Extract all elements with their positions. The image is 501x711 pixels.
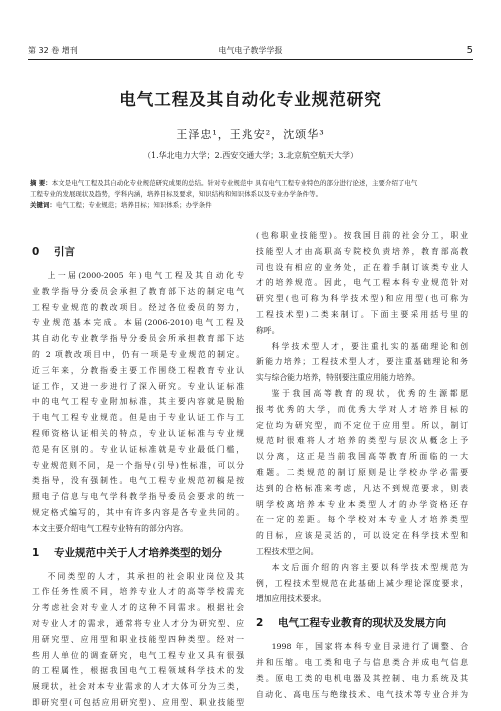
text-line: 在一定的差距。每个学校对本专业人才培养类型 [256,515,468,525]
text-line: 本文后面介绍的内容主要以科学技术型规范为 [271,562,468,572]
text-line: 本文主要介绍电气工程专业特有的部分内容。 [32,523,188,533]
section-body-1 [32,569,244,711]
text-line: 业教学指导分委员会承担了教育部下达的制定电气 [32,286,244,296]
text-line: 科学技术型人才，要注重扎实的基础理论和创 [271,341,468,351]
text-line: 其自动化专业教学指导分委员会所承担教育部下达 [32,334,244,344]
text-line: 工作任务性质不同，培养专业人才的高等学校需充 [32,587,244,597]
section-heading-1 [32,545,244,561]
text-line: 即研究型(可包括应用研究型)、应用型、职业技能型 [32,697,244,707]
section-number: 2 [256,617,264,630]
paragraph [256,386,468,560]
text-line: 照电子信息与电气学科教学指导委员会要求的统一 [32,492,244,502]
journal-name: 电气电子教学学报 [218,46,283,55]
text-line: 程师资格认证相关的特点，专业认证标准与专业规 [32,428,244,438]
section-body-0 [32,268,244,537]
text-line: 达到的合格标准来考虑，凡达不到规范要求，则表 [256,483,468,493]
right-column [256,228,468,702]
section-title: 引言 [54,246,75,258]
text-line: 范是有区别的。专业认证标准就是专业最低门槛， [32,444,244,454]
keywords-line [30,200,471,211]
text-line: 些用人单位的调查研究，电气工程专业又具有很强 [32,650,244,660]
text-line: 工程技术型之间。 [256,546,319,556]
paragraph [256,339,468,386]
text-line: 自动化、高电压与绝缘技术、电气技术等专业合并为 [256,689,468,699]
text-line: 技能型人才由高职高专院校负责培养，教育部高教 [256,246,468,256]
text-line: 1998 年，国家将本科专业目录进行了调整、合 [271,642,468,652]
text-line: 研究型(也可称为科学技术型)和应用型(也可称为 [256,294,468,304]
text-line: 工程技术型)二类来制订。下面主要采用括号里的 [256,309,468,319]
text-line: 鉴于我国高等教育的现状，优秀的生源都愿 [271,388,468,398]
affiliations: （1.华北电力大学；2.西安交通大学；3.北京航空航天大学） [143,151,358,160]
abstract-text-2: 工程专业的发展现状及趋势，学科内涵，培养目标及要求，知识结构和知识体系以及专业办学条件等。 [30,190,323,198]
text-line: 的工程属性，根据我国电气工程领域科学技术的发 [32,666,244,676]
text-line: 的目标，应该是灵活的，可以设定在科学技术型和 [256,531,468,541]
text-line: (也称职业技能型)。按我国目前的社会分工，职业 [256,231,468,240]
abstract-line [30,189,471,200]
text-line: 的 2 项教改项目中，仍有一项是专业规范的制定。 [32,349,244,359]
text-line: 近三年来，分教指委主要工作围绕工程教育专业认 [32,365,244,375]
text-line: 定位均为研究型，而不定位于应用型。所以，制订 [256,420,468,430]
text-line: 证工作，又进一步进行了深入研究。专业认证标准 [32,381,244,391]
right-paragraphs [256,228,468,607]
text-line: 不同类型的人才，其承担的社会职业岗位及其 [47,571,244,581]
abstract-text-1: 本文是电气工程及其自动化专业规范研究成果的总结。针对专业规范中 具有电气工程专业特色的部分进行论述，主要介绍了电气 [51,179,418,187]
text-line: 例，工程技术型规范在此基础上减少理论深度要求， [256,578,468,588]
text-line: 难题。二类规范的制订原则是让学校办学必需要 [256,467,468,477]
header-rule [28,59,473,60]
running-header [28,44,473,58]
text-line: 展现状，社会对本专业需求的人才大体可分为三类， [32,682,244,692]
author-list: 王泽忠¹，王兆安²，沈颂华³ [176,128,325,141]
section-number: 1 [32,546,40,559]
section-heading-0 [32,244,244,260]
left-column [32,228,244,711]
text-line: 才的培养规范。因此，电气工程本科专业规范针对 [256,278,468,288]
text-line: 中的电气工程专业附加标准，其主要内容就是脱胎 [32,397,244,407]
text-line: 对专业人才的需求，通常将专业人才分为研究型、应 [32,618,244,628]
text-line: 实与综合能力培养，特别要注重应用能力培养。 [256,373,420,383]
text-line: 专业规范则不同，是一个指导(引导)性标准，可以分 [32,460,244,470]
text-line: 称呼。 [256,325,280,335]
paper-title: 电气工程及其自动化专业规范研究 [119,90,382,109]
section-title: 电气工程专业教育的现状及发展方向 [278,617,446,630]
text-line: 并和压缩。电工类和电子与信息类合并成电气信息 [256,657,468,667]
text-line: 明学校离培养本专业本类型人才的办学资格还存 [256,499,468,509]
abstract-label: 摘 要： [30,179,52,187]
text-line: 工程专业规范的教改项目。经过各位委员的努力， [32,302,244,312]
section-number: 0 [32,246,40,258]
text-line: 类。原电工类的电机电器及其控制、电力系统及其 [256,673,468,683]
volume-label: 第 32 卷 增刊 [28,46,78,55]
text-line: 用研究型、应用型和职业技能型四种类型。经对一 [32,634,244,644]
text-line: 上一届(2000-2005 年)电气工程及其自动化专 [47,271,244,280]
paragraph [256,228,468,339]
text-line: 司也设有相应的业务处，正在着手制订该类专业人 [256,262,468,272]
paragraph [256,560,468,607]
text-line: 新能力培养；工程技术型人才，要注重基础理论和务 [256,357,468,367]
text-line: 分考虑社会对专业人才的这种不同需求。根据社会 [32,603,244,613]
page-number: 5 [466,45,473,56]
text-line: 于电气工程专业规范。但是由于专业认证工作与工 [32,413,244,423]
text-line: 规定格式编写的，其中有许多内容是各专业共同的。 [32,507,244,517]
text-line: 规范时很难将人才培养的类型与层次从概念上予 [256,436,468,446]
abstract-line [30,178,471,189]
text-line: 增加应用技术要求。 [256,594,327,604]
abstract-block [30,178,471,211]
keywords-label: 关键词： [30,201,56,209]
section-body-2 [256,639,468,702]
text-line: 类指导，没有强制性。电气工程专业规范初稿是按 [32,476,244,486]
keywords-text: 电气工程；专业规范；培养目标；知识体系；办学条件 [55,201,212,209]
section-heading-2 [256,615,468,631]
section-title: 专业规范中关于人才培养类型的划分 [54,546,222,559]
text-line: 专业规范基本完成。本届(2006-2010)电气工程及 [32,318,244,328]
text-line: 报考优秀的大学，而优秀大学对人才培养目标的 [256,404,468,414]
text-line: 以分离，这正是当前我国高等教育所面临的一大 [256,452,468,462]
